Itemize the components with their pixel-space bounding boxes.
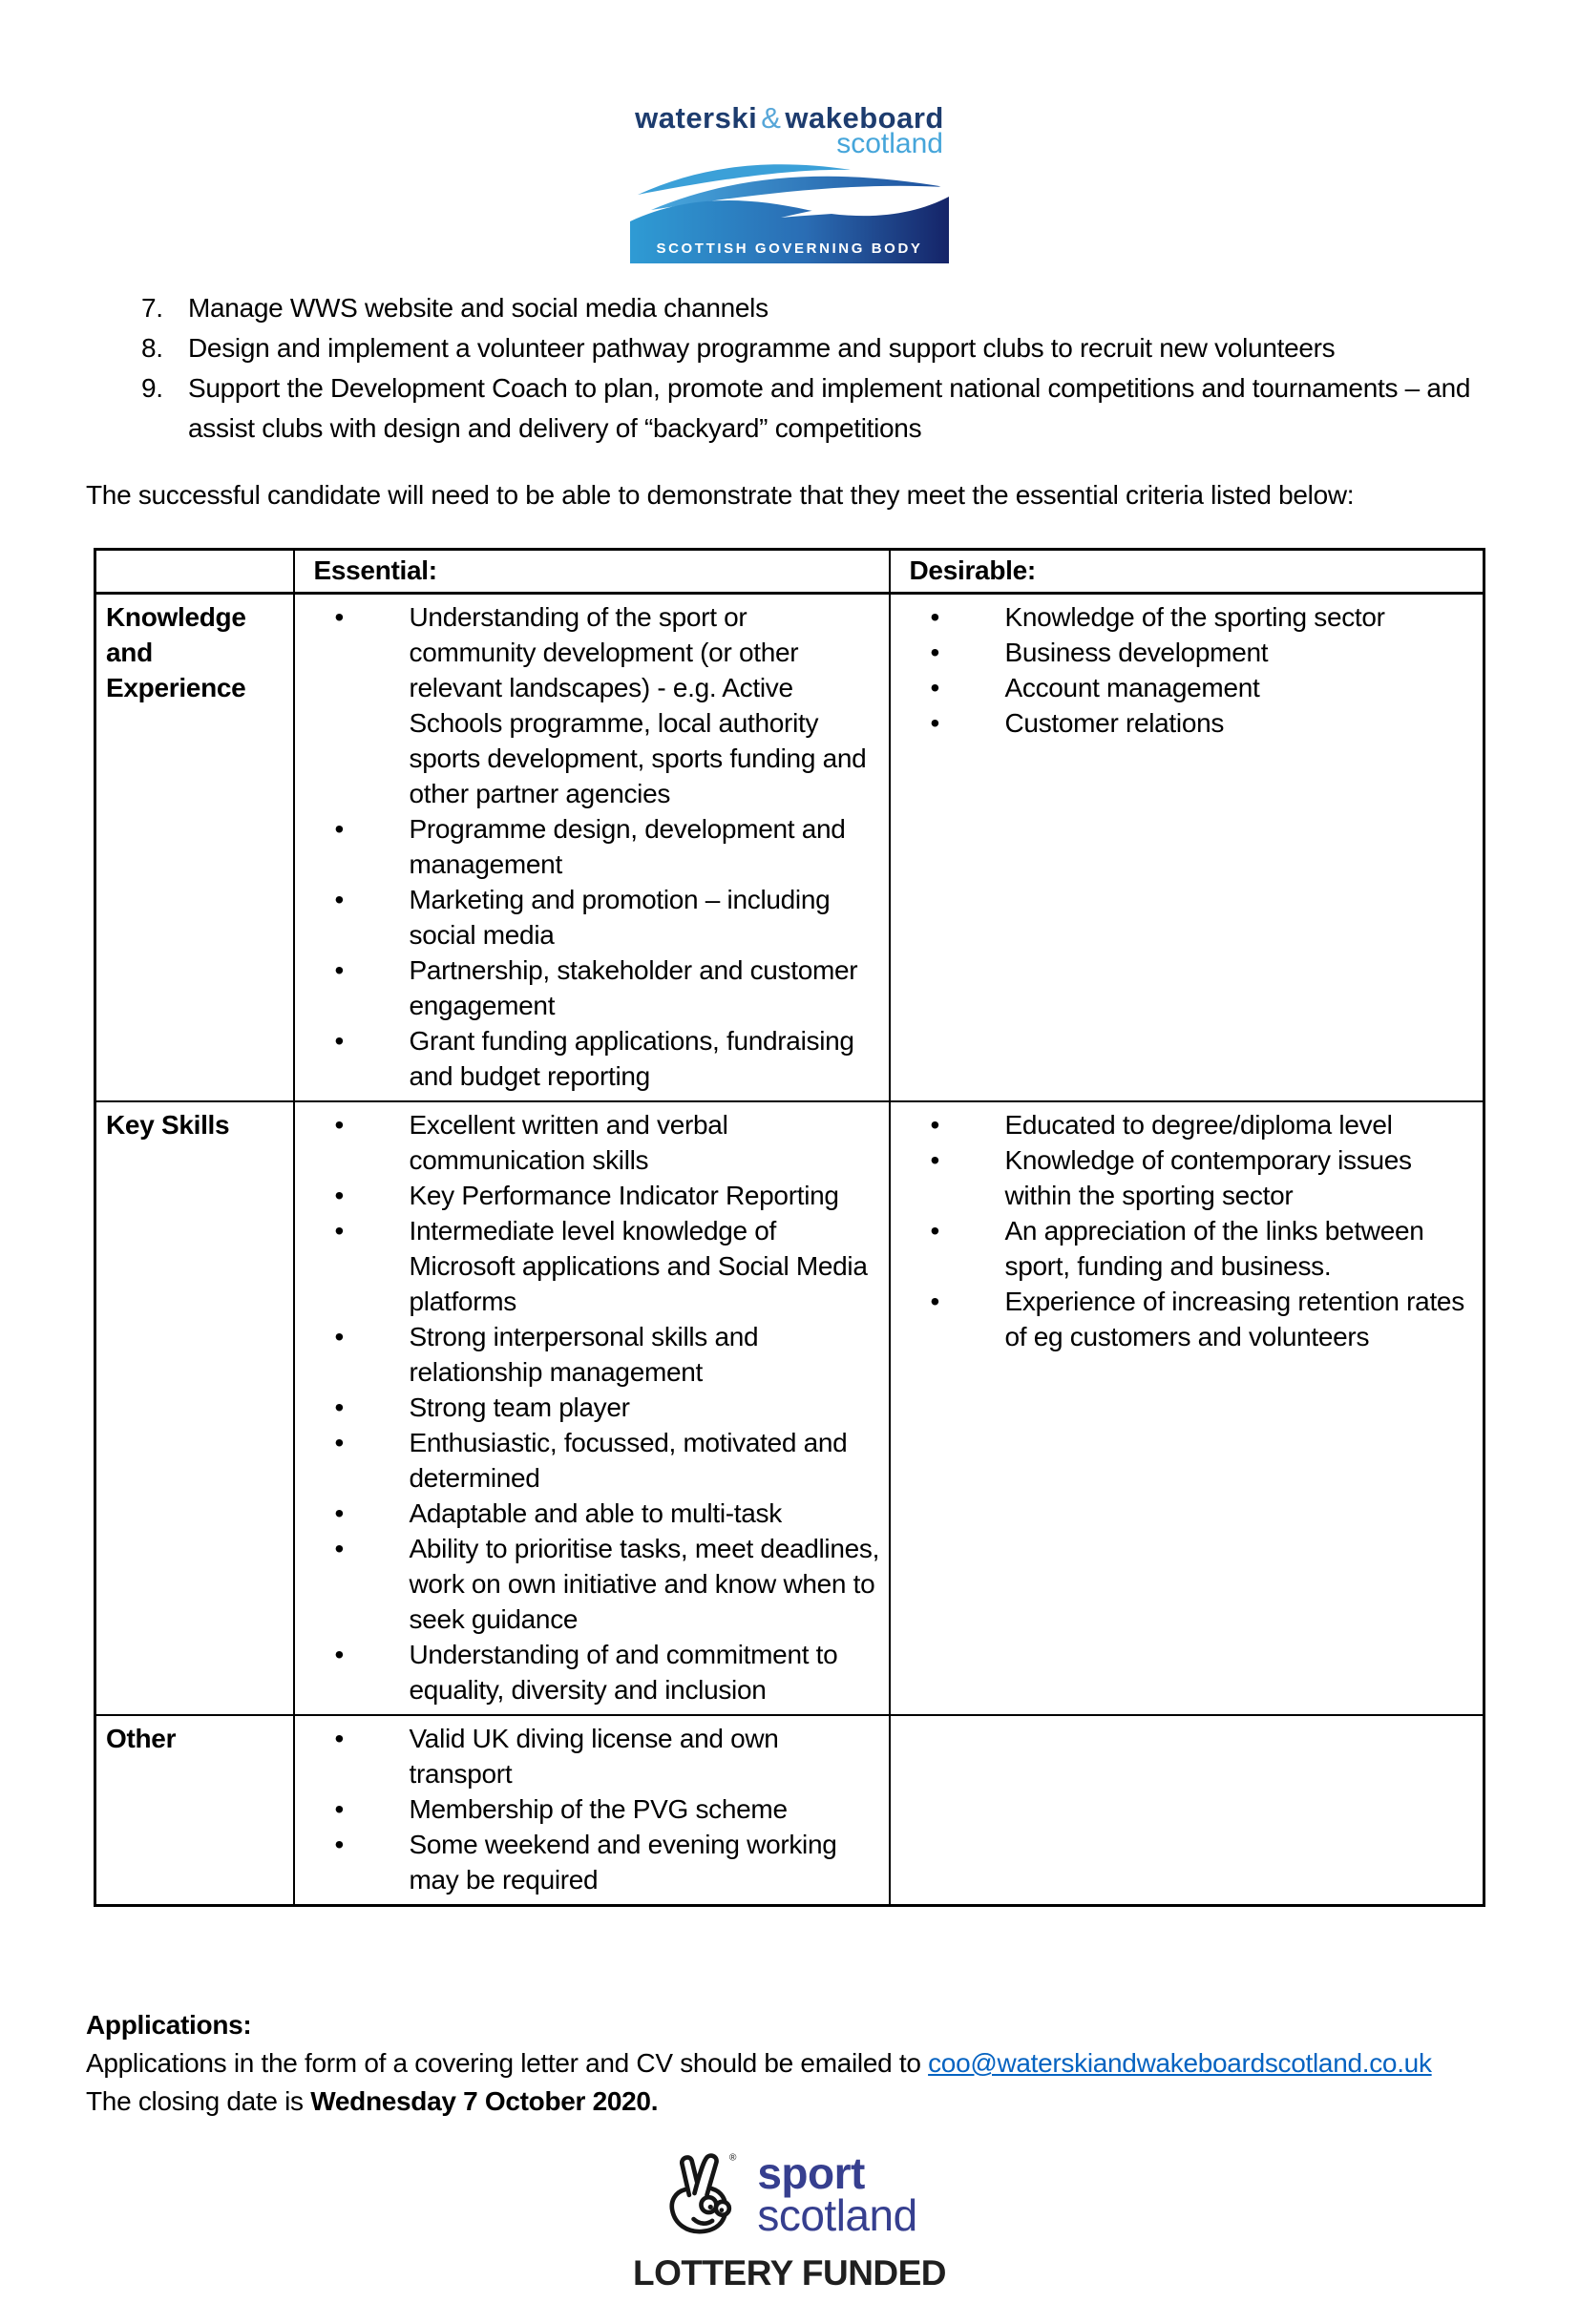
bullet-item: • Knowledge of contemporary issues within the sporting sector: [891, 1142, 1476, 1213]
bullet-item: • An appreciation of the links between sport, funding and business.: [891, 1213, 1476, 1284]
sport-scotland-wordmark: [757, 2147, 917, 2241]
essential-cell: [294, 594, 890, 1102]
sport-scotland-lottery-logo: [0, 2147, 1579, 2293]
bullet-item: • Key Performance Indicator Reporting: [295, 1178, 881, 1213]
list-item: [86, 368, 1493, 449]
table-header-essential: Essential:: [294, 550, 890, 594]
document-page: [0, 103, 1579, 2324]
desirable-cell: [890, 1715, 1484, 1906]
bullet-item: • Valid UK diving license and own transport: [295, 1721, 881, 1791]
wws-wordmark: [630, 103, 949, 158]
sport-wordmark: sport: [757, 2148, 865, 2198]
bullet-item: • Business development: [891, 635, 1476, 670]
bullet-item: • Customer relations: [891, 705, 1476, 741]
email-link[interactable]: coo@waterskiandwakeboardscotland.co.uk: [928, 2048, 1432, 2078]
list-item-text: Support the Development Coach to plan, promote and implement national competitions and tournaments – and assist clubs with design and delivery of “backyard” competitions: [188, 373, 1471, 443]
essential-cell: [294, 1715, 890, 1906]
bullet-item: • Marketing and promotion – including social media: [295, 882, 881, 953]
bullet-item: • Educated to degree/diploma level: [891, 1107, 1476, 1142]
bullet-item: • Excellent written and verbal communication skills: [295, 1107, 881, 1178]
essential-bullet-list: [295, 1716, 889, 1904]
bullet-item: • Intermediate level knowledge of Microsoft applications and Social Media platforms: [295, 1213, 881, 1319]
list-item: [86, 328, 1493, 368]
wws-logo: [630, 103, 949, 263]
table-header-blank: [95, 550, 294, 594]
table-header-desirable: Desirable:: [890, 550, 1484, 594]
svg-text:®: ®: [729, 2152, 737, 2164]
bullet-item: • Understanding of the sport or community development (or other relevant landscapes) - e.g. Active Schools programme, local authority sports development, sports funding and other partner agencies: [295, 599, 881, 811]
essential-bullet-list: [295, 1102, 889, 1714]
bullet-item: • Strong interpersonal skills and relationship management: [295, 1319, 881, 1390]
applications-line1-text: Applications in the form of a covering letter and CV should be emailed to: [86, 2048, 929, 2078]
bullet-item: • Strong team player: [295, 1390, 881, 1425]
list-item-number: 7.: [141, 293, 163, 323]
scotland-wordmark: scotland: [757, 2190, 917, 2241]
row-label-other: Other: [95, 1715, 294, 1906]
bullet-item: • Some weekend and evening working may be required: [295, 1827, 881, 1897]
lottery-crossed-fingers-icon: [662, 2147, 740, 2239]
list-item: [86, 288, 1493, 328]
closing-date-value: Wednesday 7 October 2020.: [310, 2086, 659, 2116]
bullet-item: • Enthusiastic, focussed, motivated and determined: [295, 1425, 881, 1496]
closing-date-prefix: The closing date is: [86, 2086, 311, 2116]
row-label-knowledge-experience: Knowledge and Experience: [95, 594, 294, 1102]
desirable-bullet-list: [891, 1716, 1484, 1727]
table-header-row: [95, 550, 1484, 594]
desirable-bullet-list: [891, 595, 1484, 747]
essential-cell: [294, 1101, 890, 1715]
bullet-item: • Ability to prioritise tasks, meet deadlines, work on own initiative and know when to seek guidance: [295, 1531, 881, 1637]
governing-body-banner: SCOTTISH GOVERNING BODY: [656, 241, 923, 257]
bullet-item: • Partnership, stakeholder and customer engagement: [295, 953, 881, 1023]
wws-word-scotland: scotland: [836, 128, 943, 159]
intro-paragraph: The successful candidate will need to be able to demonstrate that they meet the essential criteria listed below:: [86, 480, 1355, 510]
list-item-text: Design and implement a volunteer pathway programme and support clubs to recruit new volunteers: [188, 333, 1336, 363]
bullet-item: • Programme design, development and management: [295, 811, 881, 882]
bullet-item: • Membership of the PVG scheme: [295, 1791, 881, 1827]
list-item-number: 8.: [141, 333, 163, 363]
numbered-task-list: [86, 288, 1493, 449]
bullet-item: • Knowledge of the sporting sector: [891, 599, 1476, 635]
bullet-item: • Adaptable and able to multi-task: [295, 1496, 881, 1531]
list-item-number: 9.: [141, 373, 163, 403]
lottery-funded-label: LOTTERY FUNDED: [632, 2253, 947, 2293]
list-item-text: Manage WWS website and social media channels: [188, 293, 768, 323]
bullet-item: • Understanding of and commitment to equality, diversity and inclusion: [295, 1637, 881, 1707]
table-row-knowledge-experience: [95, 594, 1484, 1102]
desirable-cell: [890, 594, 1484, 1102]
desirable-cell: [890, 1101, 1484, 1715]
criteria-table: [94, 548, 1485, 1907]
wws-ampersand: &: [761, 101, 782, 135]
table-row-key-skills: [95, 1101, 1484, 1715]
applications-line1: [86, 2044, 1493, 2083]
row-label-key-skills: Key Skills: [95, 1101, 294, 1715]
applications-section: [86, 2006, 1493, 2121]
wws-wave-banner: [630, 160, 949, 263]
bullet-item: • Account management: [891, 670, 1476, 705]
bullet-item: • Grant funding applications, fundraising and budget reporting: [295, 1023, 881, 1094]
wws-word-waterski: waterski: [635, 101, 758, 135]
closing-date-line: [86, 2083, 1493, 2121]
wws-word-wakeboard: wakeboard: [785, 101, 944, 135]
desirable-bullet-list: [891, 1102, 1484, 1361]
table-row-other: [95, 1715, 1484, 1906]
applications-heading: Applications:: [86, 2010, 252, 2040]
bullet-item: • Experience of increasing retention rates of eg customers and volunteers: [891, 1284, 1476, 1354]
essential-bullet-list: [295, 595, 889, 1100]
